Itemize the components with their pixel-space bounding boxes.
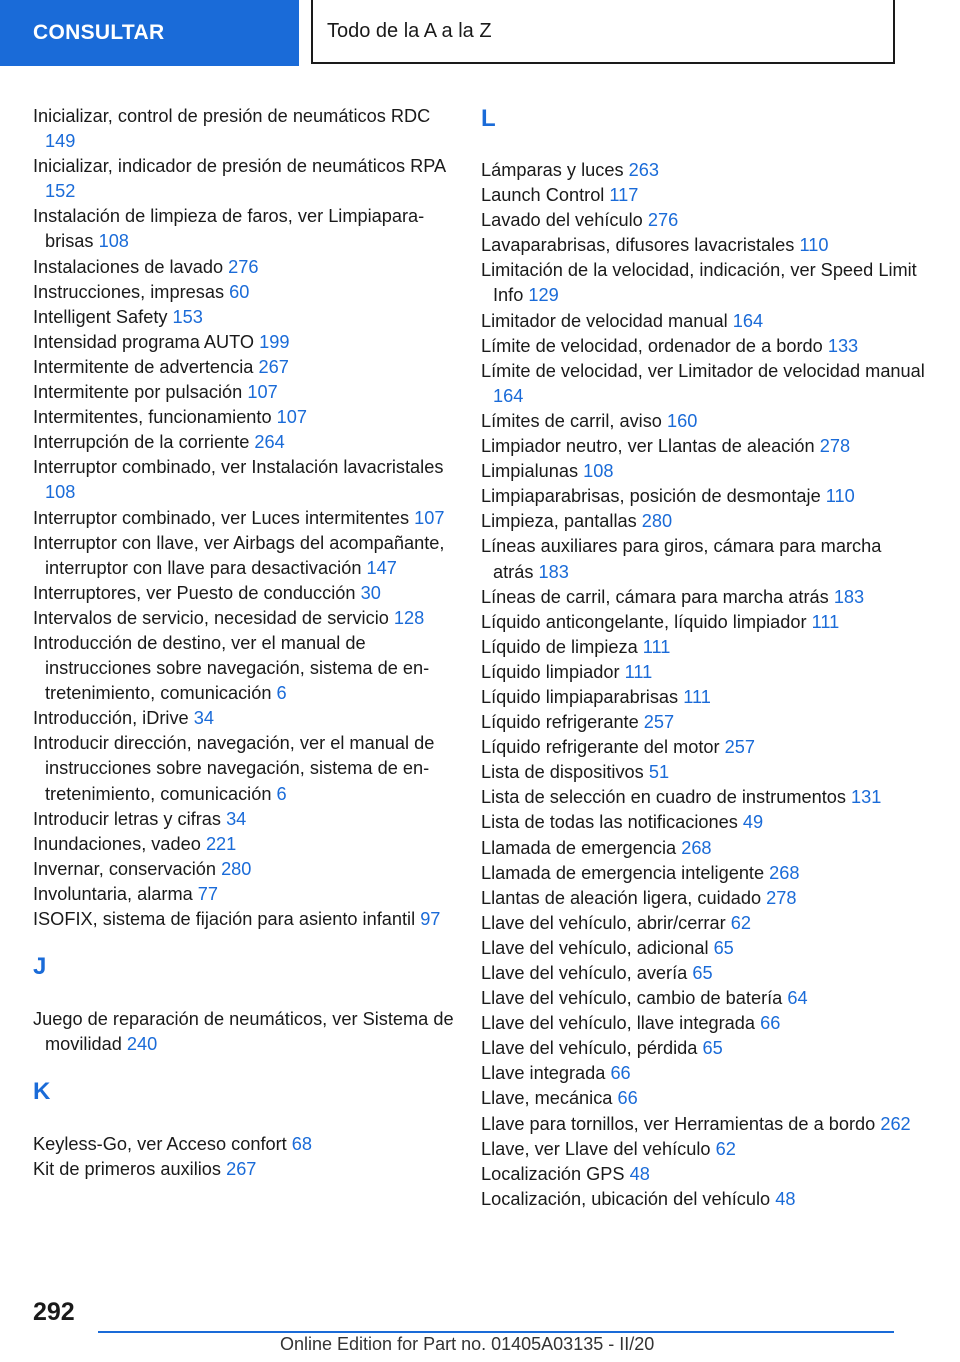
entry-term: Intermitente por pulsación bbox=[33, 382, 243, 403]
index-entry bbox=[481, 309, 926, 334]
index-entry bbox=[481, 785, 926, 810]
page-reference-link[interactable]: 153 bbox=[172, 306, 203, 327]
page-reference-link[interactable]: 62 bbox=[730, 912, 751, 933]
page-reference-link[interactable]: 111 bbox=[683, 686, 711, 707]
entry-term: Localización GPS bbox=[481, 1163, 625, 1184]
page-reference-link[interactable]: 268 bbox=[681, 837, 712, 858]
page-reference-link[interactable]: 49 bbox=[742, 812, 764, 833]
entry-term: Introducción, iDrive bbox=[33, 708, 189, 729]
entry-term: Interruptor con llave, ver Airbags del acompañante, interruptor con llave para desactivación bbox=[33, 532, 445, 578]
index-entry bbox=[33, 280, 458, 305]
entry-term: Intensidad programa AUTO bbox=[33, 331, 255, 352]
page-reference-link[interactable]: 108 bbox=[583, 461, 614, 482]
page-reference-link[interactable]: 268 bbox=[769, 862, 800, 883]
page-reference-link[interactable]: 97 bbox=[420, 909, 441, 929]
index-entry bbox=[33, 882, 458, 907]
index-entry bbox=[33, 506, 458, 531]
page-reference-link[interactable]: 108 bbox=[45, 482, 76, 503]
page-reference-link[interactable]: 77 bbox=[197, 883, 219, 904]
page-reference-link[interactable]: 152 bbox=[45, 181, 76, 202]
index-entry bbox=[33, 104, 458, 154]
entry-term: Limpialunas bbox=[481, 461, 579, 482]
index-entry bbox=[481, 183, 926, 208]
page-reference-link[interactable]: 263 bbox=[628, 160, 659, 180]
entry-term: Inicializar, indicador de presión de neumáticos RPA bbox=[33, 156, 446, 177]
edition-note: Online Edition for Part no. 01405A03135 - II/20 bbox=[280, 1334, 655, 1354]
page-reference-link[interactable]: 110 bbox=[825, 486, 855, 507]
page-reference-link[interactable]: 199 bbox=[259, 331, 290, 352]
index-entry bbox=[33, 355, 458, 380]
index-entry bbox=[481, 760, 926, 785]
entry-term: Interruptor combinado, ver Instalación lavacristales bbox=[33, 457, 444, 478]
entry-term: Localización, ubicación del vehículo bbox=[481, 1188, 771, 1209]
index-entry bbox=[481, 836, 926, 861]
entry-term: Llave del vehículo, pérdida bbox=[481, 1038, 698, 1059]
entry-term: Introducir letras y cifras bbox=[33, 808, 221, 829]
index-entry bbox=[481, 1036, 926, 1061]
entry-term: Instalaciones de lavado bbox=[33, 256, 224, 277]
entry-term: Intermitentes, funcionamiento bbox=[33, 407, 272, 428]
index-letter-heading: J bbox=[33, 953, 47, 981]
page-reference-link[interactable]: 34 bbox=[226, 808, 247, 829]
page-reference-link[interactable]: 262 bbox=[880, 1113, 911, 1134]
entry-term: Llave del vehículo, avería bbox=[481, 963, 688, 983]
index-entry bbox=[33, 857, 458, 882]
page-reference-link[interactable]: 48 bbox=[775, 1188, 796, 1209]
index-entry bbox=[481, 208, 926, 233]
entry-term: Inicializar, control de presión de neumáticos RDC bbox=[33, 106, 431, 126]
page-reference-link[interactable]: 129 bbox=[528, 285, 559, 306]
page-reference-link[interactable]: 60 bbox=[229, 281, 250, 302]
index-entry bbox=[481, 961, 926, 986]
entry-term: Limpiador neutro, ver Llantas de aleación bbox=[481, 436, 815, 457]
entry-term: Llave para tornillos, ver Herramientas de a bordo bbox=[481, 1113, 876, 1134]
page-reference-link[interactable]: 65 bbox=[692, 963, 713, 983]
entry-term: Líquido anticongelante, líquido limpiador bbox=[481, 611, 807, 632]
index-entry bbox=[481, 585, 926, 610]
page-number: 292 bbox=[33, 1298, 75, 1326]
page-reference-link[interactable]: 164 bbox=[493, 385, 524, 406]
entry-term: Llave del vehículo, abrir/cerrar bbox=[481, 912, 726, 933]
page-reference-link[interactable]: 34 bbox=[193, 708, 214, 729]
page-reference-link[interactable]: 278 bbox=[819, 436, 851, 457]
page-reference-link[interactable]: 221 bbox=[205, 833, 237, 854]
index-entry bbox=[481, 861, 926, 886]
page-reference-link[interactable]: 278 bbox=[766, 887, 797, 908]
entry-term: Lista de dispositivos bbox=[481, 762, 644, 783]
entry-term: Líquido limpiador bbox=[481, 661, 620, 682]
index-entry bbox=[33, 907, 458, 932]
index-entry bbox=[481, 1011, 926, 1036]
section-tab[interactable]: CONSULTAR bbox=[0, 0, 299, 66]
entry-term: Invernar, conservación bbox=[33, 858, 216, 879]
entry-term: Llave, mecánica bbox=[481, 1088, 613, 1109]
entry-term: Interrupción de la corriente bbox=[33, 432, 250, 453]
page-reference-link[interactable]: 149 bbox=[45, 131, 76, 152]
page-reference-link[interactable]: 111 bbox=[642, 636, 671, 657]
footer-divider bbox=[98, 1331, 894, 1333]
index-entry bbox=[33, 807, 458, 832]
entry-term: Llamada de emergencia inteligente bbox=[481, 862, 765, 883]
index-entry bbox=[481, 635, 926, 660]
chapter-title: Todo de la A a la Z bbox=[311, 0, 895, 64]
index-entry bbox=[33, 380, 458, 405]
entry-term: Kit de primeros auxilios bbox=[33, 1159, 222, 1180]
index-entry bbox=[481, 911, 926, 936]
index-entry bbox=[481, 735, 926, 760]
entry-term: Líquido refrigerante del motor bbox=[481, 737, 720, 758]
index-entry bbox=[481, 1137, 926, 1162]
page-header bbox=[0, 0, 960, 66]
page-reference-link[interactable]: 65 bbox=[702, 1038, 723, 1059]
entry-term: Líquido limpiaparabrisas bbox=[481, 686, 679, 707]
entry-term: Involuntaria, alarma bbox=[33, 883, 193, 904]
entry-term: Intermitente de advertencia bbox=[33, 356, 254, 377]
page-reference-link[interactable]: 111 bbox=[811, 611, 840, 632]
page-reference-link[interactable]: 131 bbox=[851, 787, 882, 808]
page-reference-link[interactable]: 30 bbox=[360, 582, 381, 603]
index-entry bbox=[33, 405, 458, 430]
page-reference-link[interactable]: 133 bbox=[827, 335, 859, 356]
page-reference-link[interactable]: 65 bbox=[713, 937, 734, 958]
entry-term: Lavado del vehículo bbox=[481, 210, 643, 231]
entry-term: Límite de velocidad, ver Limitador de velocidad manual bbox=[481, 360, 925, 381]
page-reference-link[interactable]: 66 bbox=[617, 1088, 638, 1109]
entry-term: Limitación de la velocidad, indicación, ver Speed Limit Info bbox=[481, 260, 917, 306]
page-reference-link[interactable]: 267 bbox=[226, 1159, 257, 1180]
index-entry bbox=[33, 832, 458, 857]
page-reference-link[interactable]: 257 bbox=[724, 737, 756, 758]
index-entry bbox=[33, 154, 458, 204]
index-entry bbox=[33, 631, 458, 706]
index-entry bbox=[481, 810, 926, 835]
entry-term: ISOFIX, sistema de fijación para asiento infantil bbox=[33, 909, 416, 929]
index-entry bbox=[33, 1157, 458, 1182]
index-entry bbox=[481, 484, 926, 509]
page-reference-link[interactable]: 276 bbox=[647, 210, 679, 231]
index-entry bbox=[33, 455, 458, 505]
index-entry bbox=[481, 886, 926, 911]
page-reference-link[interactable]: 108 bbox=[98, 231, 129, 252]
index-entry bbox=[481, 936, 926, 961]
index-entry bbox=[33, 305, 458, 330]
entry-term: Limpieza, pantallas bbox=[481, 511, 637, 532]
index-entry bbox=[33, 255, 458, 280]
index-entry bbox=[481, 534, 926, 584]
index-entry bbox=[33, 581, 458, 606]
entry-term: Inundaciones, vadeo bbox=[33, 833, 201, 854]
index-entry bbox=[481, 1086, 926, 1111]
entry-term: Lavaparabrisas, difusores lavacristales bbox=[481, 235, 795, 256]
page-reference-link[interactable]: 117 bbox=[609, 185, 639, 206]
entry-term: Llave del vehículo, llave integrada bbox=[481, 1013, 756, 1034]
page-reference-link[interactable]: 111 bbox=[624, 661, 653, 682]
page-reference-link[interactable]: 183 bbox=[538, 561, 569, 582]
page-reference-link[interactable]: 280 bbox=[641, 511, 673, 532]
index-column-right bbox=[481, 104, 926, 1212]
entry-term: Llantas de aleación ligera, cuidado bbox=[481, 887, 762, 908]
page-reference-link[interactable]: 183 bbox=[833, 586, 865, 607]
index-entry bbox=[33, 606, 458, 631]
page-reference-link[interactable]: 48 bbox=[629, 1163, 650, 1184]
page-reference-link[interactable]: 280 bbox=[221, 858, 252, 879]
entry-term: Introducción de destino, ver el manual de instrucciones sobre navegación, sistema de entretenimiento, comunicación bbox=[33, 632, 430, 704]
page-reference-link[interactable]: 128 bbox=[393, 607, 425, 628]
index-entry bbox=[481, 610, 926, 635]
index-entry bbox=[481, 660, 926, 685]
entry-term: Llave, ver Llave del vehículo bbox=[481, 1138, 711, 1159]
entry-term: Intervalos de servicio, necesidad de servicio bbox=[33, 607, 389, 628]
page-reference-link[interactable]: 62 bbox=[715, 1138, 736, 1159]
page-reference-link[interactable]: 107 bbox=[414, 507, 445, 528]
entry-term: Llave integrada bbox=[481, 1063, 606, 1084]
index-entry bbox=[481, 359, 926, 409]
index-entry bbox=[481, 1061, 926, 1086]
page-reference-link[interactable]: 6 bbox=[276, 683, 287, 704]
page-reference-link[interactable]: 107 bbox=[276, 407, 308, 428]
entry-term: Intelligent Safety bbox=[33, 306, 168, 327]
page-reference-link[interactable]: 267 bbox=[258, 356, 289, 377]
entry-term: Interruptor combinado, ver Luces intermitentes bbox=[33, 507, 410, 528]
index-entry bbox=[481, 986, 926, 1011]
index-entry bbox=[481, 685, 926, 710]
entry-term: Interruptores, ver Puesto de conducción bbox=[33, 582, 356, 603]
page-reference-link[interactable]: 264 bbox=[254, 432, 285, 453]
page-reference-link[interactable]: 147 bbox=[366, 557, 397, 578]
index-entry bbox=[481, 1187, 926, 1212]
entry-term: Limitador de velocidad manual bbox=[481, 310, 728, 331]
index-entry bbox=[481, 258, 926, 308]
index-entry bbox=[481, 1112, 926, 1137]
index-entry bbox=[33, 706, 458, 731]
entry-term: Instalación de limpieza de faros, ver Limpiaparabrisas bbox=[33, 206, 425, 252]
page-reference-link[interactable]: 257 bbox=[643, 712, 675, 733]
index-entry bbox=[481, 710, 926, 735]
index-entry bbox=[481, 233, 926, 258]
index-entry bbox=[481, 334, 926, 359]
index-entry bbox=[481, 459, 926, 484]
entry-term: Launch Control bbox=[481, 185, 605, 206]
entry-term: Llave del vehículo, adicional bbox=[481, 937, 709, 958]
entry-term: Keyless-Go, ver Acceso confort bbox=[33, 1134, 287, 1155]
page-reference-link[interactable]: 240 bbox=[126, 1034, 158, 1055]
entry-term: Límite de velocidad, ordenador de a bordo bbox=[481, 335, 823, 356]
entry-term: Llamada de emergencia bbox=[481, 837, 677, 858]
page-reference-link[interactable]: 68 bbox=[291, 1134, 313, 1155]
index-entry bbox=[33, 430, 458, 455]
entry-term: Lámparas y luces bbox=[481, 160, 624, 180]
index-entry bbox=[481, 509, 926, 534]
entry-term: Introducir dirección, navegación, ver el manual de instrucciones sobre navegación, sistema de entretenimiento, comunicación bbox=[33, 733, 435, 804]
entry-term: Lista de selección en cuadro de instrumentos bbox=[481, 787, 846, 808]
index-column-left bbox=[33, 104, 458, 1182]
page-reference-link[interactable]: 66 bbox=[610, 1063, 631, 1084]
index-entry bbox=[481, 1162, 926, 1187]
entry-term: Líquido refrigerante bbox=[481, 712, 639, 733]
index-letter-heading: K bbox=[33, 1078, 51, 1106]
index-entry bbox=[33, 330, 458, 355]
entry-term: Juego de reparación de neumáticos, ver Sistema de movilidad bbox=[33, 1009, 454, 1055]
entry-term: Líneas auxiliares para giros, cámara para marcha atrás bbox=[481, 536, 882, 582]
index-entry bbox=[33, 1132, 458, 1157]
index-entry bbox=[33, 204, 458, 254]
index-letter-heading: L bbox=[481, 105, 496, 132]
index-entry bbox=[33, 1007, 458, 1057]
entry-term: Límites de carril, aviso bbox=[481, 410, 662, 431]
page-reference-link[interactable]: 160 bbox=[667, 410, 698, 431]
entry-term: Llave del vehículo, cambio de batería bbox=[481, 988, 783, 1009]
entry-term: Limpiaparabrisas, posición de desmontaje bbox=[481, 486, 821, 507]
index-entry bbox=[33, 531, 458, 581]
page-reference-link[interactable]: 107 bbox=[247, 382, 278, 403]
index-entry bbox=[481, 409, 926, 434]
entry-term: Líneas de carril, cámara para marcha atrás bbox=[481, 586, 829, 607]
entry-term: Líquido de limpieza bbox=[481, 636, 638, 657]
page-reference-link[interactable]: 276 bbox=[228, 256, 259, 277]
page-reference-link[interactable]: 110 bbox=[799, 235, 829, 256]
entry-term: Instrucciones, impresas bbox=[33, 281, 225, 302]
index-entry bbox=[33, 731, 458, 806]
page-reference-link[interactable]: 6 bbox=[276, 783, 287, 804]
index-entry bbox=[481, 158, 926, 183]
index-entry bbox=[481, 434, 926, 459]
page-reference-link[interactable]: 66 bbox=[760, 1013, 781, 1034]
entry-term: Lista de todas las notificaciones bbox=[481, 812, 738, 833]
page-reference-link[interactable]: 164 bbox=[732, 310, 764, 331]
page-reference-link[interactable]: 51 bbox=[648, 762, 670, 783]
page-reference-link[interactable]: 64 bbox=[787, 988, 808, 1009]
